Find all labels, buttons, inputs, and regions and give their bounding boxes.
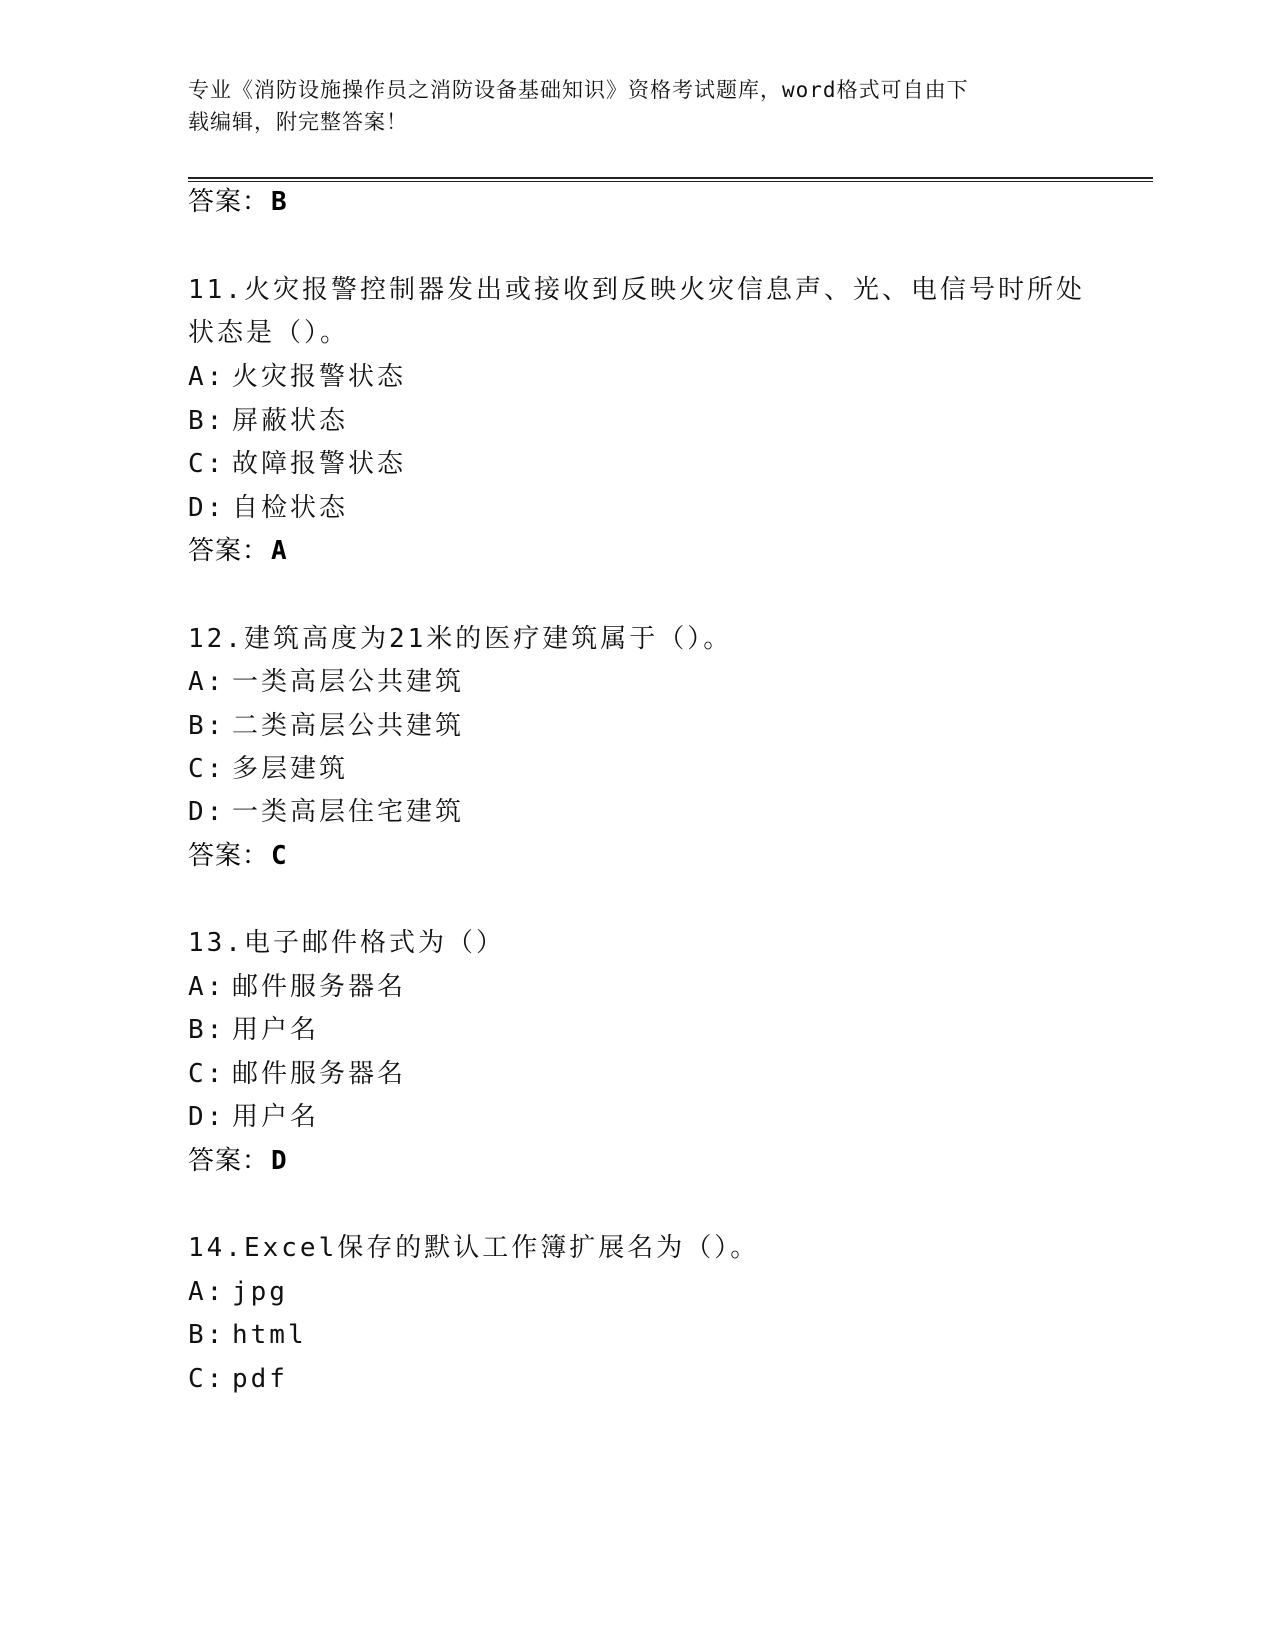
option-text: 自检状态 [232, 493, 349, 523]
document-header [188, 74, 1068, 138]
option-label: A: [188, 972, 226, 1002]
option-text: 多层建筑 [232, 754, 349, 784]
answer-label: 答案： [188, 841, 270, 871]
question-12-stem: 12.建筑高度为21米的医疗建筑属于（）。 [188, 624, 733, 654]
header-divider [188, 177, 1153, 182]
answer-label: 答案： [188, 187, 270, 217]
option-label: B: [188, 1320, 226, 1350]
question-11-answer [188, 533, 288, 569]
question-14-option-b [188, 1317, 307, 1353]
option-label: D: [188, 1102, 226, 1132]
option-label: A: [188, 667, 226, 697]
answer-line [188, 184, 288, 220]
question-11-option-c [188, 446, 406, 482]
question-13-option-d [188, 1099, 319, 1135]
answer-label: 答案： [188, 1146, 270, 1176]
option-label: C: [188, 1364, 226, 1394]
answer-value: B [271, 187, 288, 217]
option-label: C: [188, 754, 226, 784]
document-page [188, 0, 1153, 1650]
question-12-answer [188, 838, 288, 874]
question-12-option-a [188, 664, 464, 700]
question-13-option-a [188, 969, 406, 1005]
option-label: A: [188, 362, 226, 392]
question-11-option-a [188, 359, 406, 395]
answer-value: D [271, 1146, 288, 1176]
option-label: C: [188, 1059, 226, 1089]
question-14-stem: 14.Excel保存的默认工作簿扩展名为（）。 [188, 1233, 760, 1263]
option-text: 用户名 [232, 1102, 320, 1132]
option-text: 一类高层公共建筑 [232, 667, 465, 697]
option-text: 二类高层公共建筑 [232, 711, 465, 741]
option-label: B: [188, 406, 226, 436]
question-11-option-d [188, 490, 348, 526]
option-text: 一类高层住宅建筑 [232, 797, 465, 827]
option-text: 用户名 [232, 1015, 320, 1045]
option-text: jpg [232, 1277, 288, 1307]
option-text: 火灾报警状态 [232, 362, 407, 392]
option-text: 邮件服务器名 [232, 1059, 407, 1089]
answer-label: 答案： [188, 536, 270, 566]
option-text: pdf [232, 1364, 288, 1394]
option-label: D: [188, 493, 226, 523]
question-12-option-c [188, 751, 348, 787]
question-13-stem: 13.电子邮件格式为（） [188, 928, 505, 958]
question-12-option-b [188, 708, 464, 744]
answer-value: C [271, 841, 288, 871]
question-14-option-a [188, 1274, 288, 1310]
option-text: 邮件服务器名 [232, 972, 407, 1002]
question-11-stem-cont: 状态是（）。 [188, 318, 350, 348]
header-line-2: 载编辑，附完整答案！ [188, 110, 408, 134]
option-text: 屏蔽状态 [232, 406, 349, 436]
question-13-option-c [188, 1056, 406, 1092]
question-11-option-b [188, 403, 348, 439]
option-label: D: [188, 797, 226, 827]
question-14-option-c [188, 1361, 288, 1397]
option-text: html [232, 1320, 307, 1350]
answer-value: A [271, 536, 288, 566]
question-11-stem: 11.火灾报警控制器发出或接收到反映火灾信息声、光、电信号时所处 [188, 275, 1085, 305]
option-label: B: [188, 711, 226, 741]
question-13-option-b [188, 1012, 319, 1048]
option-text: 故障报警状态 [232, 449, 407, 479]
option-label: C: [188, 449, 226, 479]
question-12-option-d [188, 794, 464, 830]
header-line-1: 专业《消防设施操作员之消防设备基础知识》资格考试题库，word格式可自由下 [188, 78, 969, 102]
question-13-answer [188, 1143, 288, 1179]
option-label: A: [188, 1277, 226, 1307]
option-label: B: [188, 1015, 226, 1045]
